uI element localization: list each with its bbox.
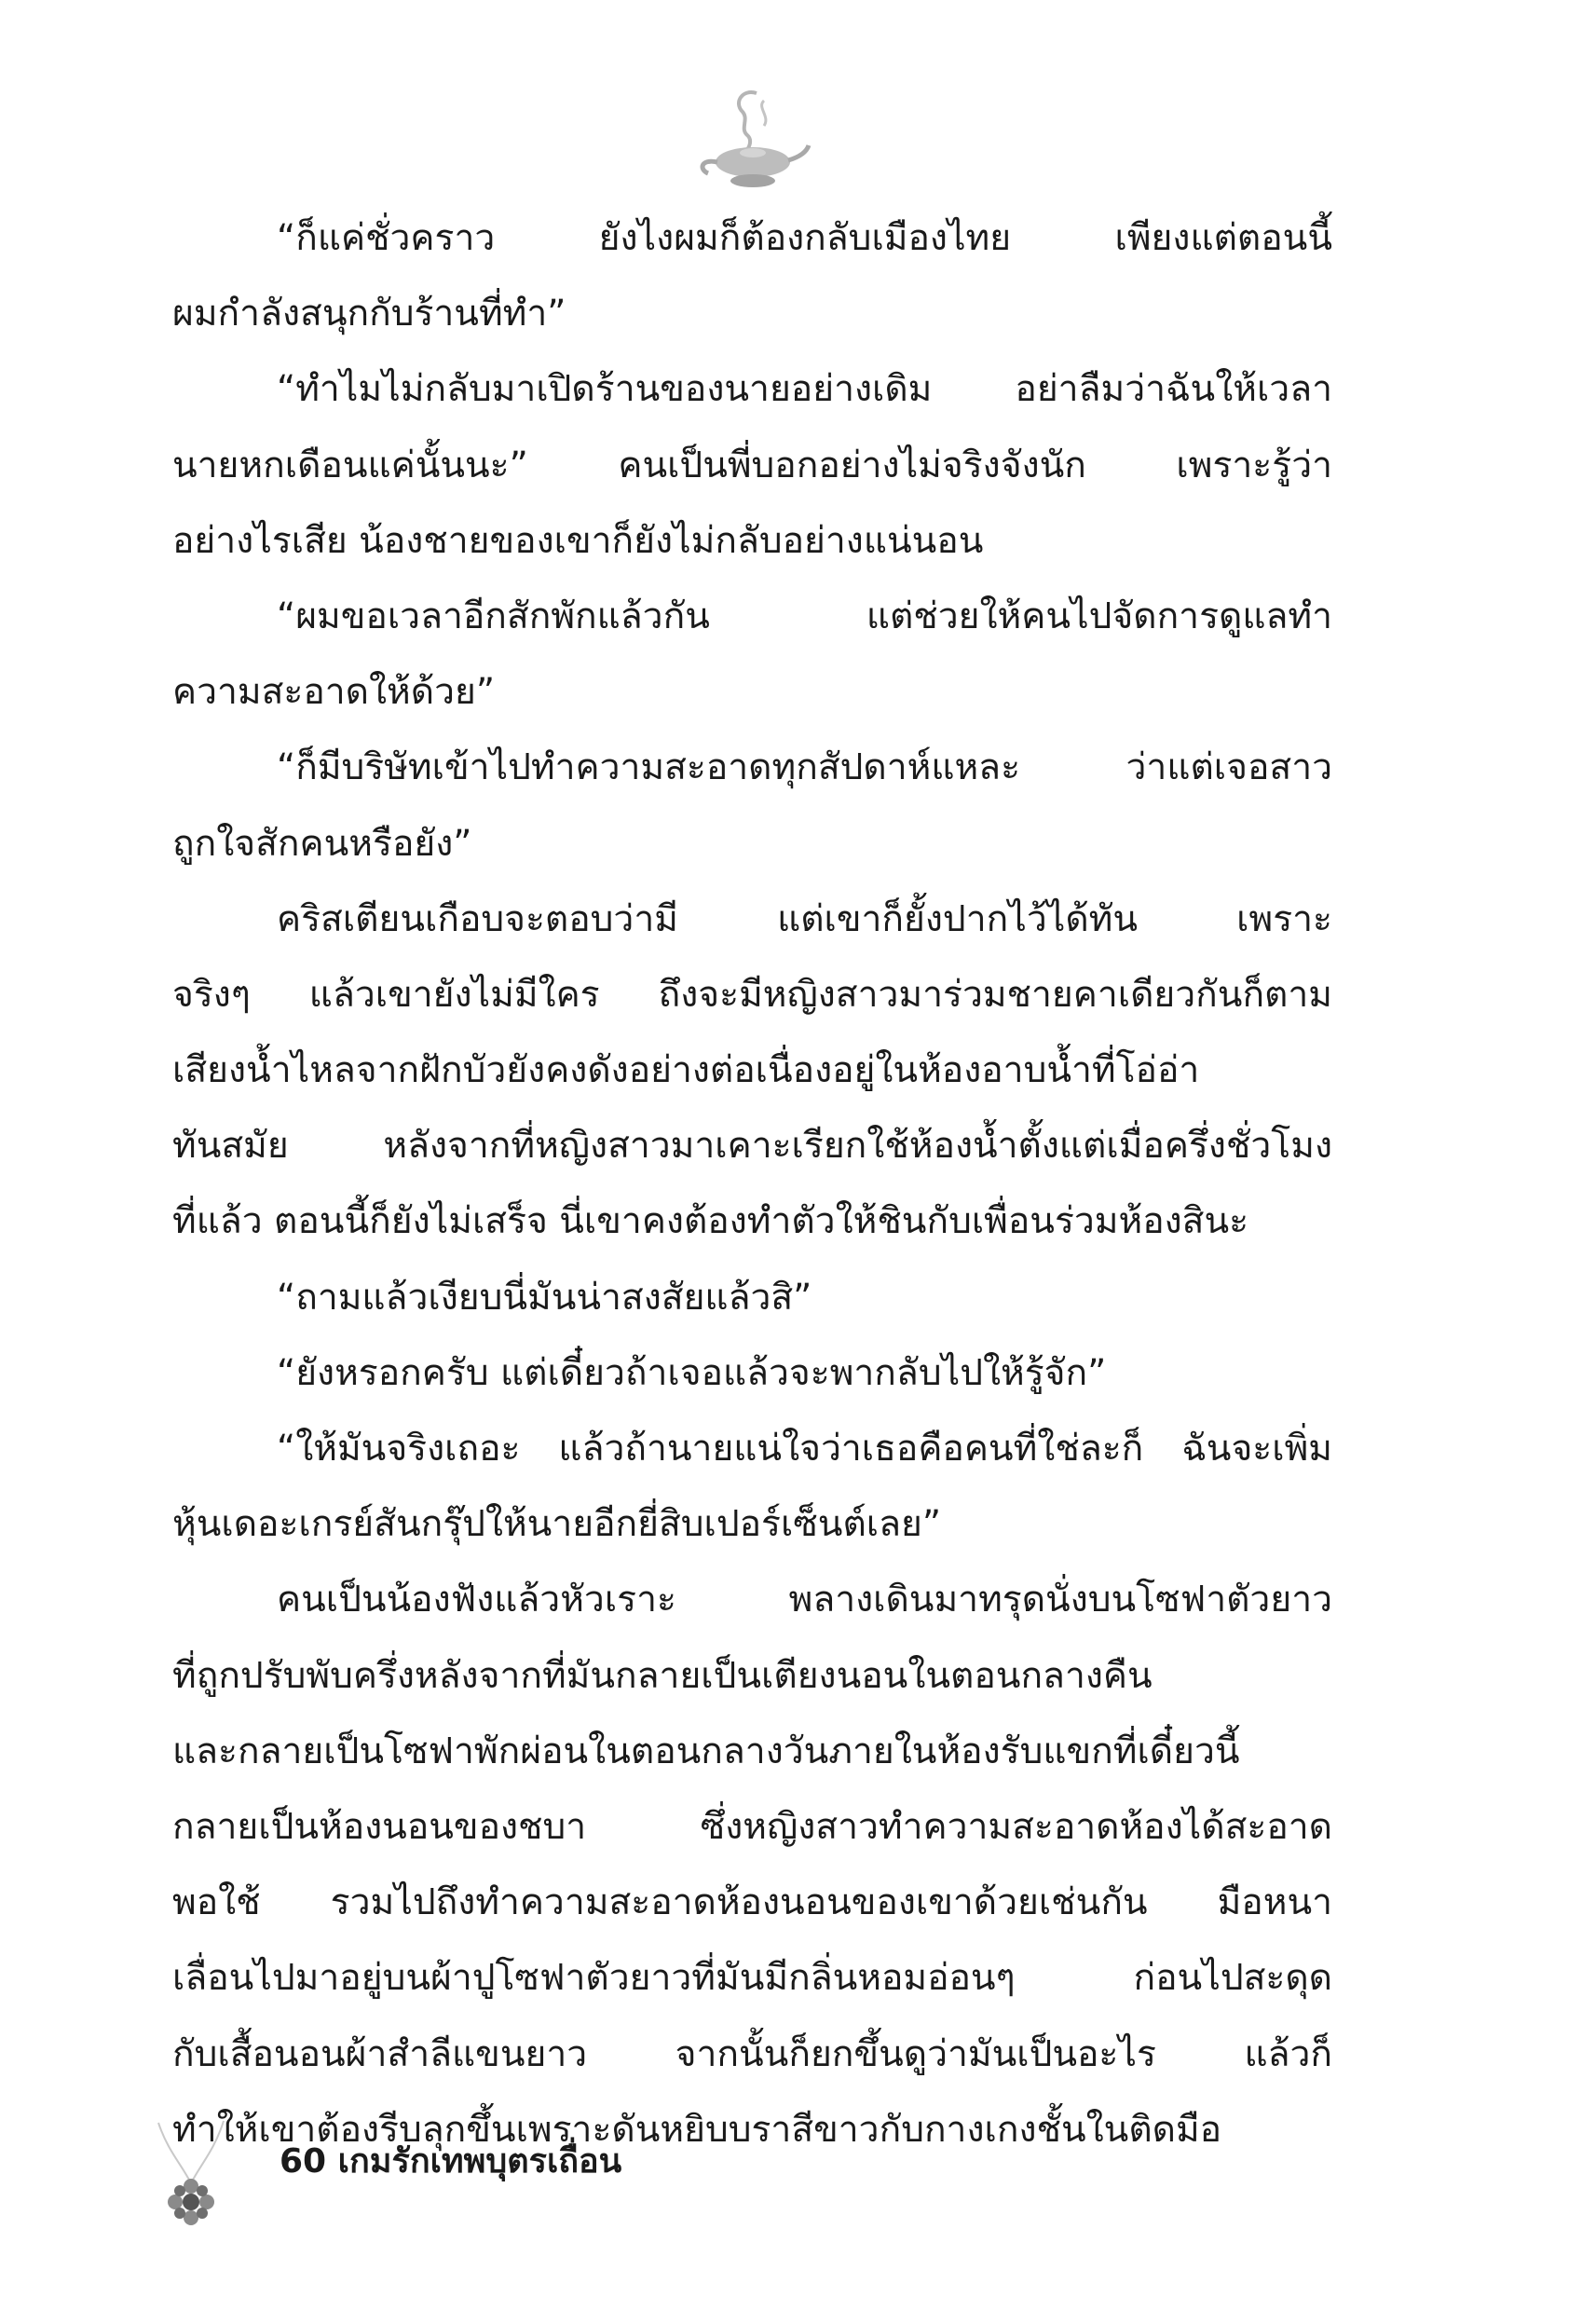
paragraph bbox=[172, 1260, 1332, 1335]
text-line: ความสะอาดให้ด้วย” bbox=[172, 671, 496, 714]
text-line: คริสเตียนเกือบจะตอบว่ามี แต่เขาก็ยั้งปากไว้ได้ทัน เพราะ bbox=[277, 897, 1332, 940]
text-line: คนเป็นน้องฟังแล้วหัวเราะ พลางเดินมาทรุดนั่งบนโซฟาตัวยาว bbox=[277, 1579, 1332, 1621]
text-line: “ก็มีบริษัทเข้าไปทำความสะอาดทุกสัปดาห์แหละ ว่าแต่เจอสาว bbox=[277, 746, 1332, 789]
page-footer bbox=[280, 2134, 621, 2187]
text-line: ถูกใจสักคนหรือยัง” bbox=[172, 822, 472, 865]
paragraph bbox=[172, 579, 1332, 730]
page-number: 60 bbox=[280, 2142, 327, 2181]
paragraph bbox=[172, 351, 1332, 579]
text-line: นายหกเดือนแค่นั้นนะ” คนเป็นพี่บอกอย่างไม่จริงจังนัก เพราะรู้ว่า bbox=[172, 444, 1332, 486]
text-line: ทำให้เขาต้องรีบลุกขึ้นเพราะดันหยิบบราสีขาวกับกางเกงชั้นในติดมือ bbox=[172, 2108, 1222, 2151]
text-line: ที่แล้ว ตอนนี้ก็ยังไม่เสร็จ นี่เขาคงต้องทำตัวให้ชินกับเพื่อนร่วมห้องสินะ bbox=[172, 1200, 1249, 1243]
text-line: พอใช้ รวมไปถึงทำความสะอาดห้องนอนของเขาด้วยเช่นกัน มือหนา bbox=[172, 1881, 1332, 1924]
text-line: “ให้มันจริงเถอะ แล้วถ้านายแน่ใจว่าเธอคือคนที่ใช่ละก็ ฉันจะเพิ่ม bbox=[277, 1428, 1332, 1470]
text-line: “ยังหรอกครับ แต่เดี๋ยวถ้าเจอแล้วจะพากลับไปให้รู้จัก” bbox=[277, 1351, 1107, 1394]
book-title: เกมรักเทพบุตรเถื่อน bbox=[337, 2142, 622, 2181]
text-line: เลื่อนไปมาอยู่บนผ้าปูโซฟาตัวยาวที่มันมีกลิ่นหอมอ่อนๆ ก่อนไปสะดุด bbox=[172, 1957, 1332, 2000]
flower-pendant-icon bbox=[149, 2113, 233, 2225]
text-line: กลายเป็นห้องนอนของชบา ซึ่งหญิงสาวทำความสะอาดห้องได้สะอาด bbox=[172, 1805, 1332, 1848]
text-line: ที่ถูกปรับพับครึ่งหลังจากที่มันกลายเป็นเตียงนอนในตอนกลางคืน bbox=[172, 1654, 1153, 1697]
genie-lamp-icon bbox=[691, 84, 812, 196]
text-line: เสียงน้ำไหลจากฝักบัวยังคงดังอย่างต่อเนื่องอยู่ในห้องอาบน้ำที่โอ่อ่า bbox=[172, 1049, 1200, 1092]
paragraph bbox=[172, 882, 1332, 1260]
paragraph bbox=[172, 200, 1332, 351]
text-line: อย่างไรเสีย น้องชายของเขาก็ยังไม่กลับอย่างแน่นอน bbox=[172, 519, 984, 562]
text-line: ทันสมัย หลังจากที่หญิงสาวมาเคาะเรียกใช้ห้องน้ำตั้งแต่เมื่อครึ่งชั่วโมง bbox=[172, 1125, 1332, 1168]
paragraph bbox=[172, 1335, 1332, 1411]
text-line: และกลายเป็นโซฟาพักผ่อนในตอนกลางวันภายในห้องรับแขกที่เดี๋ยวนี้ bbox=[172, 1730, 1240, 1772]
chapter-body-text bbox=[172, 200, 1332, 2167]
text-line: “ผมขอเวลาอีกสักพักแล้วกัน แต่ช่วยให้คนไปจัดการดูแลทำ bbox=[277, 595, 1332, 637]
text-line: “ถามแล้วเงียบนี่มันน่าสงสัยแล้วสิ” bbox=[277, 1276, 812, 1319]
paragraph bbox=[172, 730, 1332, 881]
text-line: กับเสื้อนอนผ้าสำลีแขนยาว จากนั้นก็ยกขึ้นดูว่ามันเป็นอะไร แล้วก็ bbox=[172, 2032, 1332, 2075]
text-line: ผมกำลังสนุกกับร้านที่ทำ” bbox=[172, 293, 566, 335]
text-line: จริงๆ แล้วเขายังไม่มีใคร ถึงจะมีหญิงสาวมาร่วมชายคาเดียวกันก็ตาม bbox=[172, 973, 1332, 1016]
paragraph bbox=[172, 1411, 1332, 1562]
paragraph bbox=[172, 1562, 1332, 2167]
text-line: “ก็แค่ชั่วคราว ยังไงผมก็ต้องกลับเมืองไทย เพียงแต่ตอนนี้ bbox=[277, 217, 1332, 259]
text-line: หุ้นเดอะเกรย์สันกรุ๊ปให้นายอีกยี่สิบเปอร์เซ็นต์เลย” bbox=[172, 1503, 942, 1546]
text-line: “ทำไมไม่กลับมาเปิดร้านของนายอย่างเดิม อย่าลืมว่าฉันให้เวลา bbox=[277, 368, 1332, 411]
